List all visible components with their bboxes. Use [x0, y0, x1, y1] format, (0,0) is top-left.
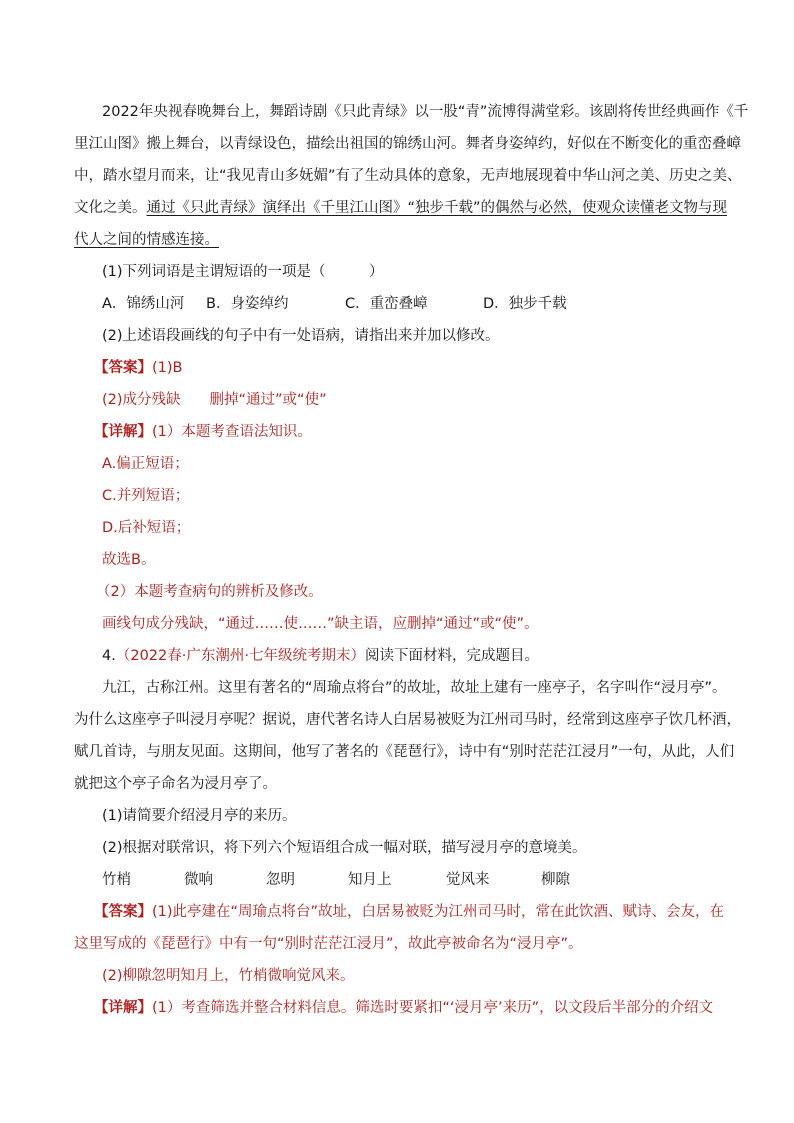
- q3-answer-line-1: [94, 358, 183, 378]
- q4-answer-1a: (1)此亭建在“周瑜点将台”故址，白居易被贬为江州司马时，常在此饮酒、赋诗、会友，在: [152, 904, 725, 920]
- q4-phrase-5: 觉风来: [446, 872, 490, 888]
- q3-answer-1: (1)B: [152, 360, 183, 376]
- q3-option-d: D．独步千载: [483, 296, 567, 312]
- q4-phrase-4: 知月上: [348, 872, 392, 888]
- q4-prompt: 阅读下面材料，完成题目。: [364, 648, 539, 664]
- q4-passage-line-2: 为什么这座亭子叫浸月亭呢？据说，唐代著名诗人白居易被贬为江州司马时，经常到这座亭子饮几杯酒，: [74, 712, 741, 728]
- q3-subquestion-1: (1)下列词语是主谓短语的一项是（ ）: [102, 264, 384, 280]
- q4-answer-line-1: [94, 902, 724, 922]
- q4-phrases: [102, 870, 570, 890]
- q4-answer-2: (2)柳隙忽明知月上，竹梢微响觉风来。: [102, 968, 355, 984]
- q4-subquestion-2: (2)根据对联常识，将下列六个短语组合成一幅对联，描写浸月亭的意境美。: [102, 840, 587, 856]
- q4-phrase-3: 忽明: [266, 872, 295, 888]
- q4-detail-1: (1）考查筛选并整合材料信息。筛选时要紧扣“‘浸月亭’来历”，以文段后半部分的介绍文: [152, 1000, 714, 1016]
- q4-answer-1b: 这里写成的《琵琶行》中有一句“别时茫茫江浸月”，故此亭被命名为“浸月亭”。: [74, 936, 583, 952]
- q3-answer-tag: 【答案】: [94, 360, 152, 376]
- q3-detail-tag: 【详解】: [94, 424, 152, 440]
- q3-detail-line-1: [94, 422, 312, 442]
- q3-underlined-sentence-part-1: 通过《只此青绿》演绎出《千里江山图》“独步千载”的偶然与必然，使观众读懂老文物与现: [146, 200, 728, 216]
- q3-option-c: C．重峦叠嶂: [345, 296, 428, 312]
- q3-detail-1: (1）本题考查语法知识。: [152, 424, 312, 440]
- q3-choose: 故选B。: [102, 552, 156, 568]
- q3-detail-a: A.偏正短语；: [102, 456, 189, 472]
- q3-detail-d: D.后补短语；: [102, 520, 191, 536]
- q4-passage-line-4: 就把这个亭子命名为浸月亭了。: [74, 776, 277, 792]
- q3-detail-c: C.并列短语；: [102, 488, 190, 504]
- q4-number: 4.: [102, 648, 116, 664]
- q3-options: [102, 294, 567, 314]
- q4-detail-tag: 【详解】: [94, 1000, 152, 1016]
- q3-option-a: A．锦绣山河: [102, 296, 185, 312]
- q4-passage-line-3: 赋几首诗，与朋友见面。这期间，他写了著名的《琵琶行》，诗中有“别时茫茫江浸月”一句，从此，人们: [74, 744, 735, 760]
- q3-passage-line-3: 中，踏水望月而来，让“我见青山多妩媚”有了生动具体的意象，无声地展现着中华山河之美、历史之美、: [74, 168, 742, 184]
- q3-underlined-sentence-part-2: 代人之间的情感连接。: [74, 232, 219, 248]
- q3-subquestion-2: (2)上述语段画线的句子中有一处语病，请指出来并加以修改。: [102, 328, 500, 344]
- q4-source: （2022春·广东潮州·七年级统考期末）: [115, 648, 365, 664]
- q3-passage-line-1: 2022年央视春晚舞台上，舞蹈诗剧《只此青绿》以一股“青”流博得满堂彩。该剧将传世经典画作《千: [102, 104, 749, 120]
- q4-phrase-1: 竹梢: [102, 872, 131, 888]
- q4-answer-tag: 【答案】: [94, 904, 152, 920]
- q3-option-b: B．身姿绰约: [206, 296, 289, 312]
- q4-phrase-6: 柳隙: [541, 872, 570, 888]
- q3-answer-2: (2)成分残缺 删掉“通过”或“使”: [102, 392, 327, 408]
- q3-passage-line-2: 里江山图》搬上舞台，以青绿设色，描绘出祖国的锦绣山河。舞者身姿绰约，好似在不断变化的重峦叠嶂: [74, 136, 741, 152]
- q4-subquestion-1: (1)请简要介绍浸月亭的来历。: [102, 808, 297, 824]
- q3-detail-2: （2）本题考查病句的辨析及修改。: [96, 584, 323, 600]
- q3-detail-3: 画线句成分残缺，“通过……使……”缺主语，应删掉“通过”或“使”。: [102, 616, 539, 632]
- q3-passage-line-4: [74, 198, 727, 218]
- q4-passage-line-1: 九江，古称江州。这里有著名的“周瑜点将台”的故址，故址上建有一座亭子，名字叫作“浸月亭”。: [102, 680, 727, 696]
- q4-phrase-2: 微响: [184, 872, 213, 888]
- q3-passage-plain: 文化之美。: [74, 200, 147, 216]
- q4-detail-line-1: [94, 998, 713, 1018]
- q4-heading: [102, 646, 539, 666]
